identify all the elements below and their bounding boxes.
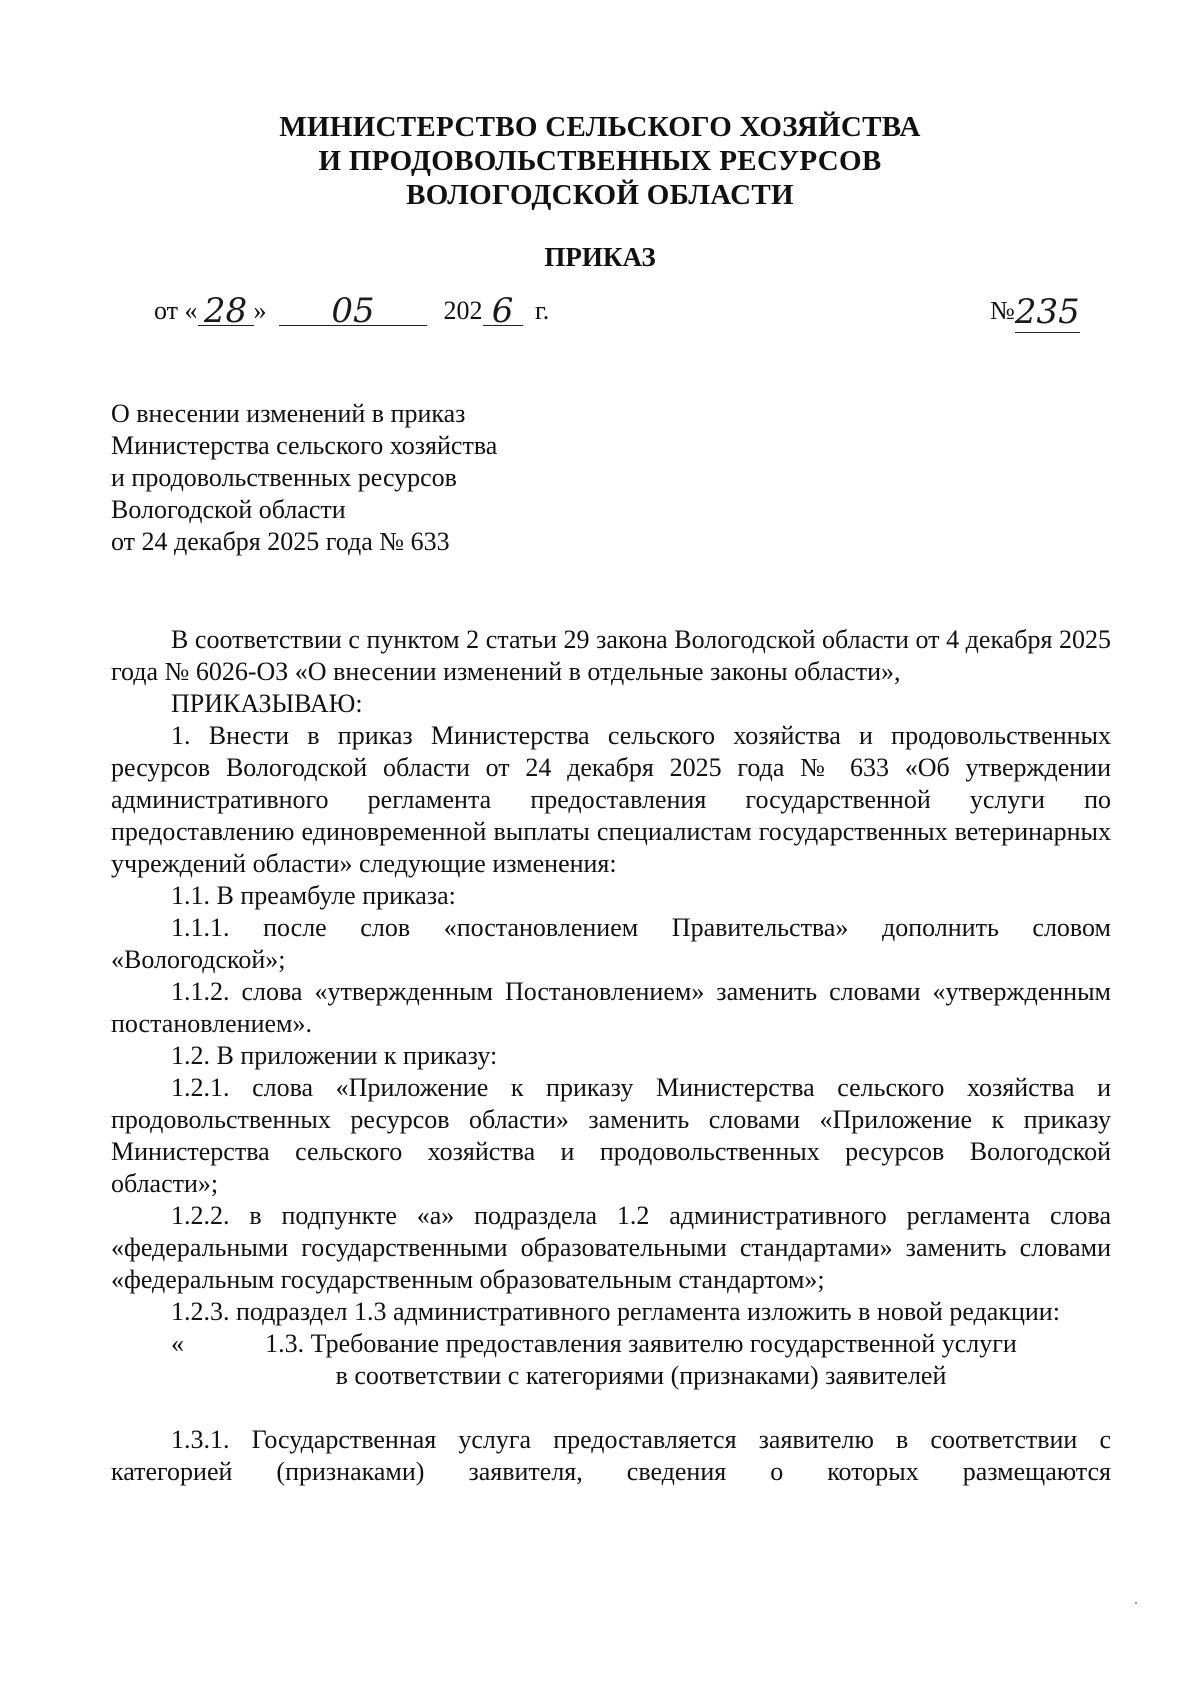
subject-block	[111, 398, 497, 558]
item-1-2: 1.2. В приложении к приказу:	[171, 1041, 498, 1070]
subject-line: от 24 декабря 2025 года № 633	[111, 527, 450, 556]
header-line-3: ВОЛОГОДСКОЙ ОБЛАСТИ	[406, 179, 794, 211]
date-month: 05	[279, 297, 427, 326]
header-line-2: И ПРОДОВОЛЬСТВЕННЫХ РЕСУРСОВ	[318, 145, 882, 177]
item-1-1-1: 1.1.1. после слов «постановлением Правительства» дополнить словом «Вологодской»;	[111, 913, 1111, 974]
date-year-digit: 6	[483, 297, 523, 326]
item-1-3-1: 1.3.1. Государственная услуга предоставляется заявителю в соответствии с категорией (признаками) заявителя, сведения о которых размещаются	[111, 1425, 1111, 1486]
section-title-line-2: в соответствии с категориями (признаками) заявителей	[335, 1361, 947, 1390]
spacer	[111, 1392, 1111, 1424]
item-1-2-1: 1.2.1. слова «Приложение к приказу Министерства сельского хозяйства и продовольственных ресурсов области» заменить словами «Приложение к приказу Министерства сельского хозяйства и продовольственных ресурсов Вологодской области»;	[111, 1073, 1111, 1198]
subject-line: Вологодской области	[111, 495, 346, 524]
scan-speck	[1135, 1602, 1137, 1604]
section-title	[111, 1328, 1111, 1392]
number-value: 235	[1014, 292, 1080, 332]
header-line-1: МИНИСТЕРСТВО СЕЛЬСКОГО ХОЗЯЙСТВА	[279, 111, 921, 143]
order-title: ПРИКАЗ	[544, 242, 656, 272]
subject-line: и продовольственных ресурсов	[111, 463, 457, 492]
date-day: 28	[198, 297, 254, 326]
subject-line: О внесении изменений в приказ	[111, 399, 466, 428]
item-1: 1. Внести в приказ Министерства сельского хозяйства и продовольственных ресурсов Вологодской области от 24 декабря 2025 года № 633 «Об утверждении административного регламента предоставления государственной услуги по предоставлению единовременной выплаты специалистам государственных ветеринарных учреждений области» следующие изменения:	[111, 721, 1111, 878]
date-prefix: от «	[154, 296, 198, 325]
ministry-header	[0, 110, 1200, 212]
preamble-paragraph: В соответствии с пунктом 2 статьи 29 закона Вологодской области от 4 декабря 2025 года № 6026-ОЗ «О внесении изменений в отдельные законы области»,	[111, 625, 1111, 686]
number-sign: №	[990, 296, 1015, 325]
date-mid: »	[253, 296, 267, 325]
section-title-line-1: 1.3. Требование предоставления заявителю государственной услуги	[265, 1329, 1017, 1358]
date-year-prefix: 202	[443, 296, 483, 325]
subject-line: Министерства сельского хозяйства	[111, 431, 498, 460]
date-suffix: г.	[535, 296, 550, 325]
item-1-2-2: 1.2.2. в подпункте «а» подраздела 1.2 административного регламента слова «федеральными государственными образовательными стандартами» заменить словами «федеральным государственным образовательным стандартом»;	[111, 1201, 1111, 1294]
order-word: ПРИКАЗЫВАЮ:	[171, 689, 363, 718]
order-date	[154, 291, 550, 338]
quote-open: «	[171, 1329, 184, 1358]
item-1-1: 1.1. В преамбуле приказа:	[171, 881, 456, 910]
item-1-2-3: 1.2.3. подраздел 1.3 административного регламента изложить в новой редакции:	[171, 1297, 1060, 1326]
item-1-1-2: 1.1.2. слова «утвержденным Постановлением» заменить словами «утвержденным постановлением».	[111, 977, 1111, 1038]
order-body	[111, 624, 1111, 1488]
order-number	[990, 292, 1080, 332]
